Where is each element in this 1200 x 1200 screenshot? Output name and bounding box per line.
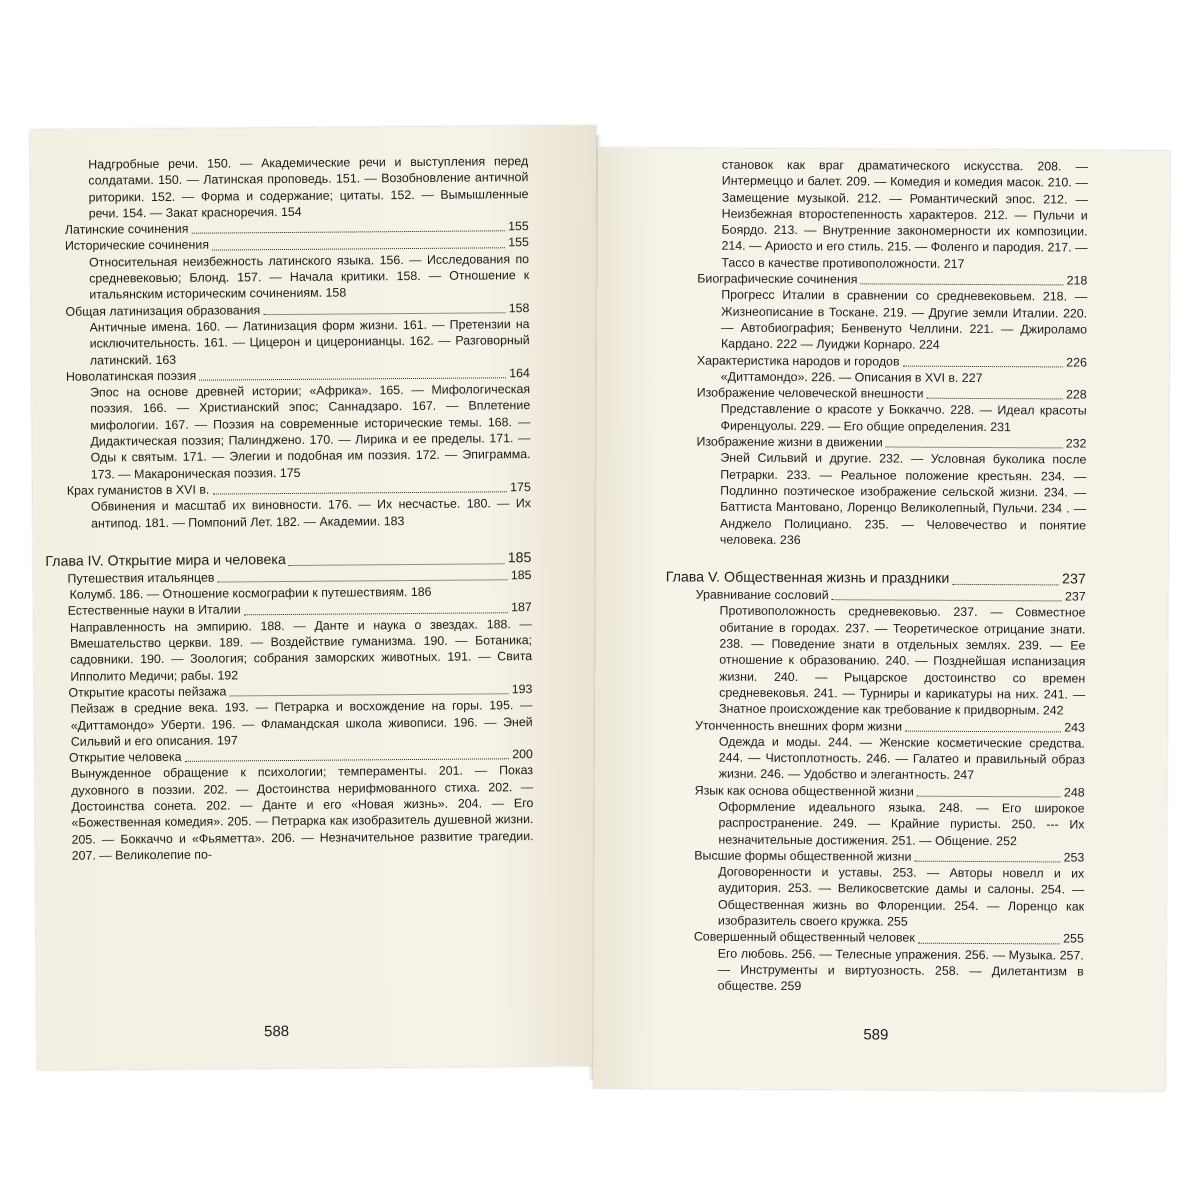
toc-entry-desc: Античные имена. 160. — Латинизация форм жизни. 161. — Претензии на исключительность. 161. — Цицерон и цицеронианцы. 162. — Разговорный латинский. 163 <box>89 317 530 368</box>
toc-entry-title: Общая латинизация образования <box>65 302 261 319</box>
toc-entry-page: 218 <box>1066 273 1088 288</box>
toc-entry-desc: Колумб. 186. — Отношение космографии к путешествиям. 186 <box>69 584 432 602</box>
toc-entry-page: 193 <box>511 681 533 697</box>
toc-entry <box>46 599 533 684</box>
toc-entry-desc: Оформление идеального языка. 248. — Его широкое распространение. 249. — Крайние пуристы. 250. --- Их незначительные достижения. 251. — Общение. 252 <box>718 799 1085 848</box>
toc-entry <box>43 300 529 369</box>
toc-entry-title: Биографические сочинения <box>697 271 858 287</box>
toc-entry <box>694 929 1084 996</box>
toc-entry-title: Путешествия итальянцев <box>67 570 215 586</box>
toc-entry-title: Изображение жизни в движении <box>696 434 883 450</box>
toc-entry <box>46 681 532 750</box>
toc-entry-page: 237 <box>1064 589 1086 604</box>
chapter-heading <box>666 568 1086 588</box>
toc-entry-desc: Эней Сильвий и другие. 232. — Условная буколика после Петрарки. 233. — Реальное положение крестьян. 234. — Подлинно поэтическое изображение сельской жизни. 234. — Баттиста Мантовано, Лоренцо Великолепный, Пульчи. 234 . — Анджело Полициано. 235. — Человечество и понятие человека. 236 <box>719 450 1087 547</box>
toc-entry-page: 158 <box>508 300 530 315</box>
toc-entry-page: 185 <box>510 567 532 583</box>
toc-entry-page: 255 <box>1063 931 1084 946</box>
toc-entry <box>45 567 531 603</box>
left-page-contents <box>30 126 534 864</box>
toc-entry-page: 164 <box>509 365 530 381</box>
toc-entry <box>694 847 1084 931</box>
left-page <box>30 126 603 1070</box>
left-lead-text: Надгробные речи. 150. — Академические речи и выступления перед солдатами. 150. — Латинская проповедь. 151. — Возобновление античной риторики. 152. — Форма и содержание; цитаты. 152. — Вымышленные речи. 154. — Закат красноречия. 154 <box>88 154 529 221</box>
toc-entry-page: 243 <box>1064 719 1086 735</box>
toc-entry-title: Естественные науки в Италии <box>67 602 241 619</box>
toc-entry-page: 175 <box>510 480 531 495</box>
chapter-title: Глава V. Общественная жизнь и праздники <box>665 569 950 587</box>
chapter-page: 185 <box>507 549 532 567</box>
toc-entry-title: Открытие красоты пейзажа <box>68 684 227 700</box>
toc-entry <box>47 746 534 864</box>
chapter-title: Глава IV. Открытие мира и человека <box>45 551 286 570</box>
right-page-contents <box>594 148 1088 996</box>
toc-entry-title: Характеристика народов и городов <box>696 353 900 369</box>
chapter-page: 237 <box>1062 571 1086 588</box>
toc-entry <box>696 434 1087 550</box>
toc-entry-title: Крах гуманистов в XVI в. <box>66 482 210 498</box>
toc-entry-desc: Прогресс Италии в сравнении со средневековьем. 218. — Жизнеописание в Тоскане. 219. — Другие земли Италии. 220. — Автобиография; Бенвенуто Челлини. 221. — Джироламо Кардано. 222 — Луиджи Корнаро. 224 <box>720 288 1088 353</box>
toc-entry-page: 187 <box>511 600 532 615</box>
toc-entry <box>44 365 531 483</box>
toc-entry-title: Латинские сочинения <box>64 221 189 237</box>
toc-entry-page: 232 <box>1065 436 1087 451</box>
toc-entry-title: Открытие человека <box>68 749 182 765</box>
toc-entry-title: Исторические сочинения <box>64 238 210 254</box>
toc-entry-page: 248 <box>1063 785 1085 800</box>
toc-entry-desc: Его любовь. 256. — Телесные упражения. 256. — Музыка. 257. — Инструменты и виртуозность. 258. — Дилетантизм в обществе. 259 <box>717 946 1084 994</box>
toc-entry-desc: Эпос на основе древней истории; «Африка». 165. — Мифологическая поэзия. 166. — Христианский эпос; Саннадзаро. 167. — Вплетение мифологии. 167. — Поэзия на современные исторические темы. 168. — Дидактическая поэзия; Палинджено. 170. — Лирика и ее пределы. 171. — Оды к святым. 171. — Элегии и подобная им поэзия. 172. — Эпиграмма. 173. — Макароническая поэзия. 175 <box>90 382 531 482</box>
page-number: 589 <box>863 1026 889 1044</box>
toc-entry-title: Новолатинская поэзия <box>65 368 197 384</box>
toc-entry <box>697 385 1087 436</box>
toc-entry-title: Высшие формы общественной жизни <box>694 848 912 864</box>
toc-entry-page: 226 <box>1066 355 1087 370</box>
toc-entry-desc: Обвинения и масштаб их виновности. 176. — Их несчастье. 180. — Их антипод. 181. — Помпоний Лет. 182. — Академии. 183 <box>90 496 532 531</box>
toc-entry <box>695 587 1086 719</box>
toc-entry <box>694 782 1084 849</box>
toc-entry-title: Язык как основа общественной жизни <box>694 783 914 799</box>
toc-entry-desc: Договоренности и уставы. 253. — Авторы новелл и их аудитория. 253. — Великосветские дамы и салоны. 254. — Общественная жизнь во Флоренции. 254. — Лоренцо как изобразитель своего кружка. 255 <box>717 864 1085 929</box>
toc-entry-desc: Пейзаж в средние века. 193. — Петрарка и восхождение на горы. 195. — «Диттамондо» Уберти. 196. — Фламандская школа живописи. 196. — Эней Сильвий и его описания. 197 <box>70 698 533 749</box>
toc-entry-desc: Одежда и моды. 244. — Женские косметические средства. 244. — Чистоплотность. 246. — Галатео и правильный образ жизни. 246. — Удобство и элегантность. 247 <box>718 734 1085 783</box>
toc-entry-desc: Вынужденное обращение к психологии; темпераменты. 201. — Показ духовного в поэзии. 202. — Достоинства нерифмованного стиха. 202. — Достоинства сонета. 202. — Данте и его «Новая жизнь». 204. — Его «Божественная комедия». 205. — Петрарка как изобразитель душевной жизни. 205. — Боккаччо и «Фьяметта». 206. — Незначительное развитие трагедии. 207. — Великолепие по- <box>71 763 534 863</box>
toc-entry-page: 200 <box>512 747 533 762</box>
toc-entry-title: Уравнивание сословий <box>695 587 829 603</box>
toc-entry-desc: Направленность на эмпирию. 188. — Данте и наука о звездах. 188. — Вмешательство церкви. 189. — Воздействие гуманизма. 190. — Ботаника; садовники. 190. — Зоология; собрания заморских животных. 191. — Свита Ипполито Медичи; рабы. 192 <box>69 616 533 684</box>
toc-entry <box>45 479 531 532</box>
page-number: 588 <box>264 1022 290 1041</box>
toc-entry-page: 228 <box>1065 387 1087 402</box>
toc-entry-desc: Противоположность средневековью. 237. — Совместное обитание в городах. 237. — Теоретическое отрицание знати. 238. — Поведение знати в отдельных землях. 239. — Ее отношение к образованию. 240. — Позднейшая испанизация жизни. 240. — Рыцарское достоинство со времен средневековья. 241. — Турниры и карикатуры на них. 241. — Знатное происхождение как требование к придворным. 242 <box>719 604 1086 718</box>
toc-entry <box>695 717 1085 784</box>
toc-entry-title: Утонченность внешних форм жизни <box>694 718 903 734</box>
toc-entry <box>43 235 529 304</box>
toc-entry-page: 155 <box>508 235 529 250</box>
toc-entry-desc: Представление о красоте у Боккаччо. 228. — Идеал красоты Фиренцуолы. 229. — Его общие определения. 231 <box>720 402 1087 434</box>
toc-entry-title: Совершенный общественный человек <box>693 929 915 946</box>
toc-entry <box>697 271 1087 355</box>
toc-entry-desc: «Диттамондо». 226. — Описания в XVI в. 227 <box>720 369 983 385</box>
toc-entry-title: Изображение человеческой внешности <box>696 385 924 401</box>
right-page <box>593 148 1170 1091</box>
toc-entry-page: 155 <box>508 219 529 234</box>
toc-entry-desc: Относительная неизбежность латинского языка. 156. — Исследования по средневековью; Блонд. 157. — Начала критики. 158. — Отношение к итальянским историческим сочинениям. 158 <box>88 251 530 302</box>
toc-entry-page: 253 <box>1063 850 1085 865</box>
toc-entry <box>697 352 1087 387</box>
right-lead-text: становок как враг драматического искусства. 208. — Интермеццо и балет. 209. — Комедия и комедия масок. 210. — Замещение музыкой. 212. — Романтический эпос. 212. — Неизбежная второстепенность характеров. 212. — Пульчи и Боярдо. 213. — Внутренние закономерности их композиции. 214. — Ариосто и его стиль. 215. — Фоленго и пародия. 217. — Тассо в качестве противоположности. 217 <box>721 157 1088 271</box>
